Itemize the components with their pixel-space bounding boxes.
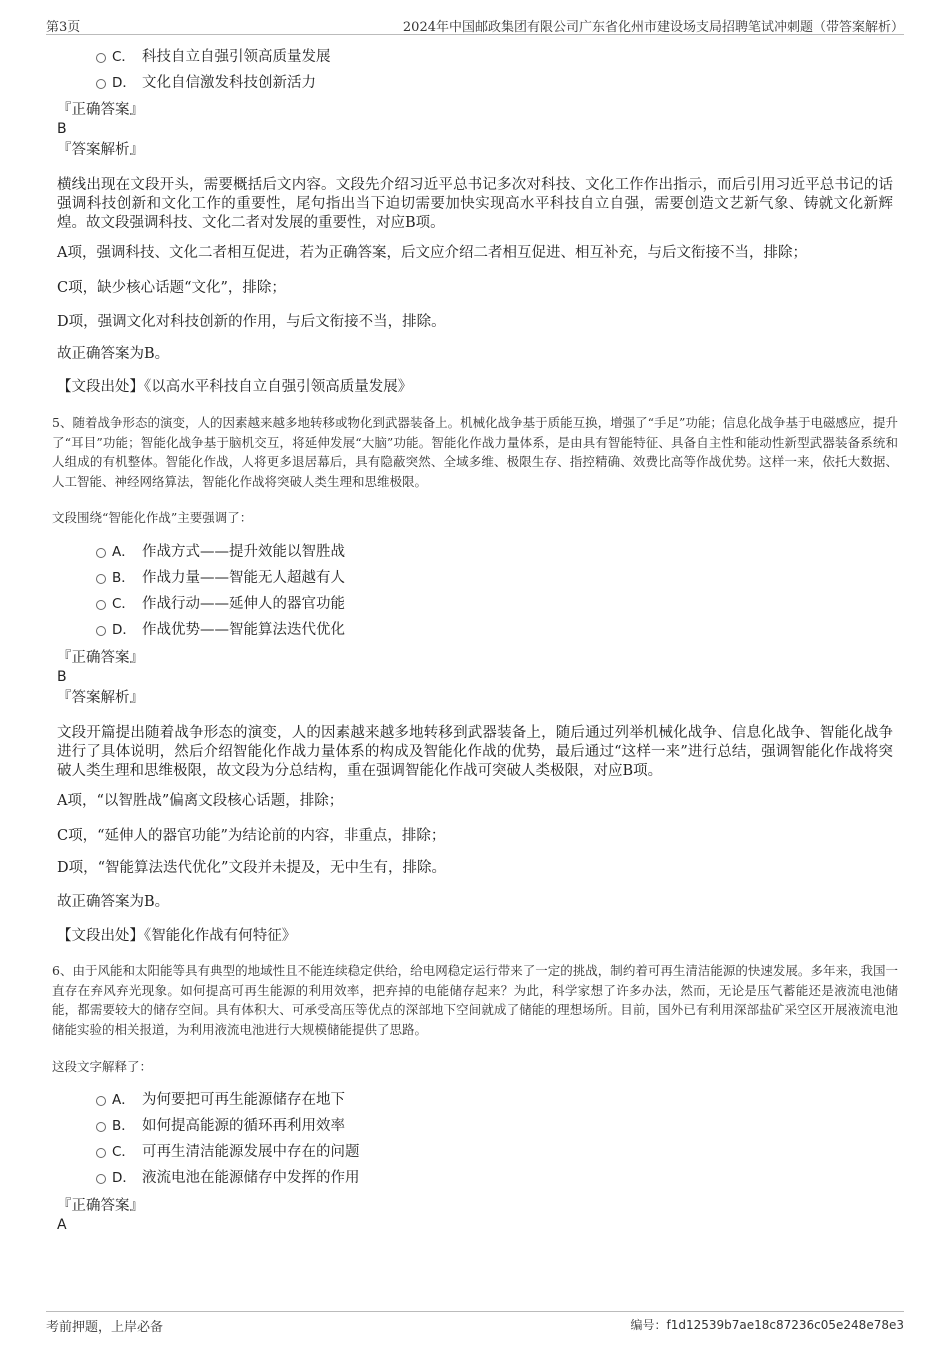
q6-stem: 6、由于风能和太阳能等具有典型的地域性且不能连续稳定供给，给电网稳定运行带来了一定的挑战，制约着可再生清洁能源的快速发展。多年来，我国一直存在弃风弃光现象。如何提高可再生能源的利用效率，把弃掉的电能储存起来？为此，科学家想了许多办法，然而，无论是压气蓄能还是液流电池储能，都需要较大的储存空间。具有体积大、可承受高压等优点的深部地下空间就成了储能的理想场所。目前，国外已有利用深部盐矿采空区开展液流电池储能实验的相关报道，为利用液流电池进行大规模储能提供了思路。	[52, 963, 898, 1037]
document-id: 编号：f1d12539b7ae18c87236c05e248e78e3	[630, 1318, 904, 1332]
q4-analysis-label: 『答案解析』	[57, 142, 144, 158]
q5-analysis-label: 『答案解析』	[57, 690, 144, 706]
q5-option-b[interactable]: B． 作战力量——智能无人超越有人	[96, 567, 345, 589]
radio-icon[interactable]	[96, 548, 106, 558]
radio-icon[interactable]	[96, 79, 106, 89]
page-header	[46, 14, 904, 35]
page-number: 第3页	[46, 20, 81, 35]
radio-icon[interactable]	[96, 600, 106, 610]
q4-source: 【文段出处】《以高水平科技自立自强引领高质量发展》	[57, 379, 413, 395]
radio-icon[interactable]	[96, 1148, 106, 1158]
q4-option-c[interactable]: C． 科技自立自强引领高质量发展	[96, 46, 331, 68]
q6-option-b[interactable]: B． 如何提高能源的循环再利用效率	[96, 1115, 345, 1137]
q5-line-a: A项，“以智胜战”偏离文段核心话题，排除；	[57, 793, 344, 809]
q6-option-d[interactable]: D． 液流电池在能源储存中发挥的作用	[96, 1167, 360, 1189]
q6-answer-label: 『正确答案』	[57, 1198, 144, 1214]
q4-line-c: C项，缺少核心话题“文化”，排除；	[57, 280, 286, 296]
q4-line-d: D项，强调文化对科技创新的作用，与后文衔接不当，排除。	[57, 314, 446, 330]
q4-answer: B	[57, 121, 67, 137]
radio-icon[interactable]	[96, 1174, 106, 1184]
q5-conclusion: 故正确答案为B。	[57, 894, 170, 910]
q5-line-d: D项，“智能算法迭代优化”文段并未提及，无中生有，排除。	[57, 860, 446, 876]
q5-answer: B	[57, 669, 67, 685]
q4-line-a: A项，强调科技、文化二者相互促进，若为正确答案，后文应介绍二者相互促进、相互补充，与后文衔接不当，排除；	[57, 245, 807, 261]
q4-option-d[interactable]: D． 文化自信激发科技创新活力	[96, 72, 316, 94]
q5-option-a[interactable]: A． 作战方式——提升效能以智胜战	[96, 541, 345, 563]
q6-question: 这段文字解释了：	[52, 1059, 153, 1074]
q5-option-d[interactable]: D． 作战优势——智能算法迭代优化	[96, 619, 345, 641]
q5-source: 【文段出处】《智能化作战有何特征》	[57, 928, 297, 944]
footer-slogan: 考前押题，上岸必备	[46, 1320, 164, 1335]
q5-option-c[interactable]: C． 作战行动——延伸人的器官功能	[96, 593, 345, 615]
q4-analysis: 横线出现在文段开头，需要概括后文内容。文段先介绍习近平总书记多次对科技、文化工作作出指示，而后引用习近平总书记的话强调科技创新和文化工作的重要性，尾句指出当下迫切需要加快实现高水平科技自立自强，需要创造文艺新气象、铸就文化新辉煌。故文段强调科技、文化二者对发展的重要性，对应B项。	[57, 177, 893, 231]
q5-question: 文段围绕“智能化作战”主要强调了：	[52, 510, 253, 525]
document-title: 2024年中国邮政集团有限公司广东省化州市建设场支局招聘笔试冲刺题（带答案解析）	[402, 20, 904, 35]
radio-icon[interactable]	[96, 574, 106, 584]
q4-conclusion: 故正确答案为B。	[57, 346, 170, 362]
q6-option-c[interactable]: C． 可再生清洁能源发展中存在的问题	[96, 1141, 360, 1163]
q5-line-c: C项，“延伸人的器官功能”为结论前的内容，非重点，排除；	[57, 828, 446, 844]
radio-icon[interactable]	[96, 53, 106, 63]
q5-answer-label: 『正确答案』	[57, 650, 144, 666]
page-footer	[46, 1311, 904, 1336]
radio-icon[interactable]	[96, 1122, 106, 1132]
q6-option-a[interactable]: A． 为何要把可再生能源储存在地下	[96, 1089, 345, 1111]
q5-stem: 5、随着战争形态的演变，人的因素越来越多地转移或物化到武器装备上。机械化战争基于质能互换，增强了“手足”功能；信息化战争基于电磁感应，提升了“耳目”功能；智能化战争基于脑机交互，将延伸发展“大脑”功能。智能化作战力量体系，是由具有智能特征、具备自主性和能动性新型武器装备系统和人组成的有机整体。智能化作战，人将更多退居幕后，具有隐蔽突然、全域多维、极限生存、指控精确、效费比高等作战优势。这样一来，依托大数据、人工智能、神经网络算法，智能化作战将突破人类生理和思维极限。	[52, 415, 898, 489]
q6-answer: A	[57, 1217, 67, 1233]
radio-icon[interactable]	[96, 626, 106, 636]
radio-icon[interactable]	[96, 1096, 106, 1106]
q5-analysis: 文段开篇提出随着战争形态的演变，人的因素越来越多地转移到武器装备上，随后通过列举机械化战争、信息化战争、智能化战争进行了具体说明，然后介绍智能化作战力量体系的构成及智能化作战的优势，最后通过“这样一来”进行总结，强调智能化作战将突破人类生理和思维极限，故文段为分总结构，重在强调智能化作战可突破人类极限，对应B项。	[57, 725, 893, 779]
q4-answer-label: 『正确答案』	[57, 102, 144, 118]
